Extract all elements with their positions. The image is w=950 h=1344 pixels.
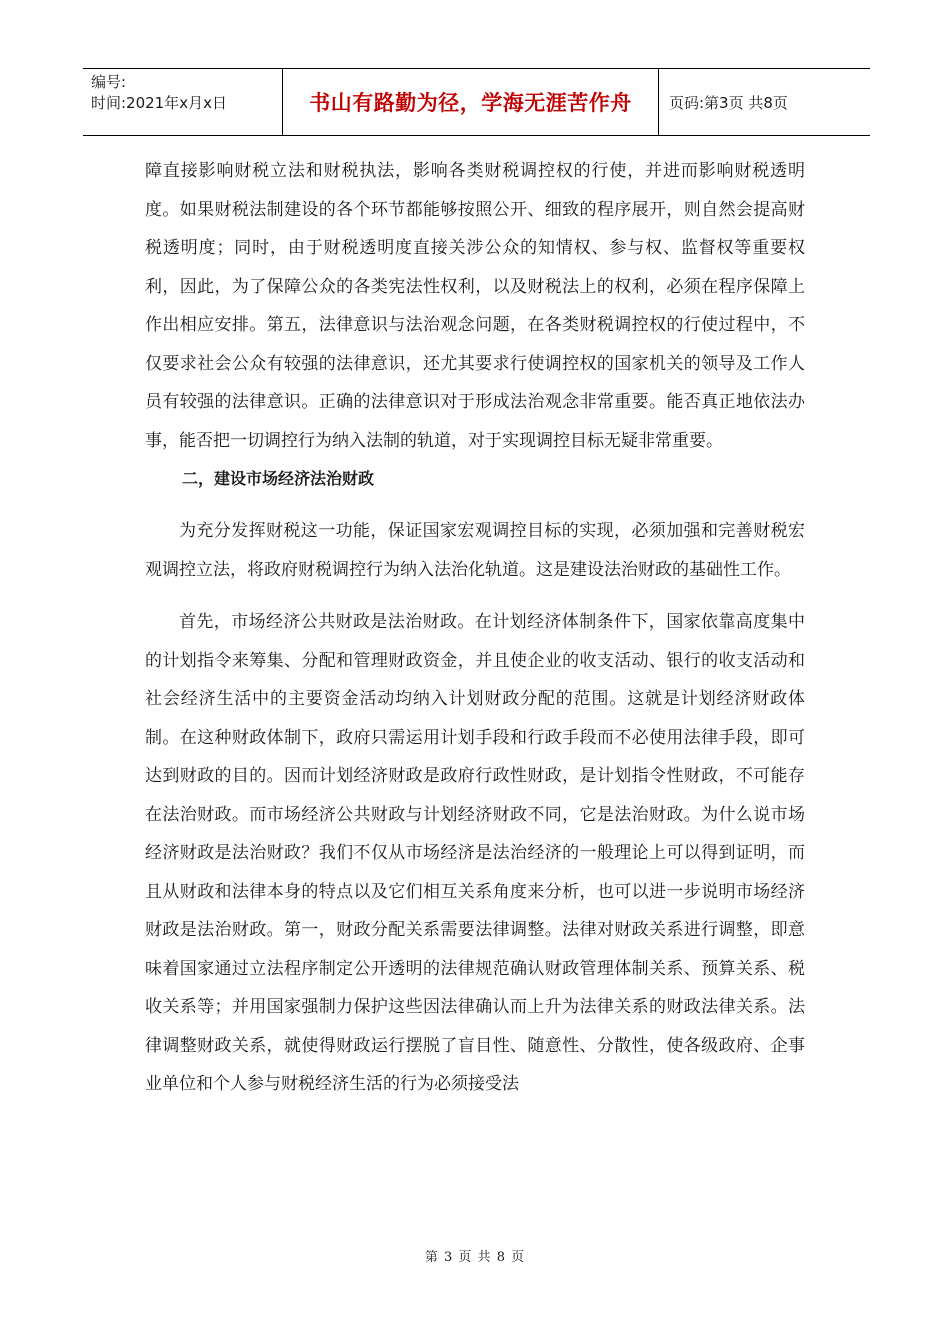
body-paragraph: 为充分发挥财税这一功能，保证国家宏观调控目标的实现，必须加强和完善财税宏观调控立法，将政府财税调控行为纳入法治化轨道。这是建设法治财政的基础性工作。 [145,521,805,580]
header-motto: 书山有路勤为径，学海无涯苦作舟 [283,69,659,135]
header-left-cell [83,69,283,135]
document-body [145,152,805,1104]
body-paragraph: 首先，市场经济公共财政是法治财政。在计划经济体制条件下，国家依靠高度集中的计划指令来筹集、分配和管理财政资金，并且使企业的收支活动、银行的收支活动和社会经济生活中的主要资金活动均纳入计划财政分配的范围。这就是计划经济财政体制。在这种财政体制下，政府只需运用计划手段和行政手段而不必使用法律手段，即可达到财政的目的。因而计划经济财政是政府行政性财政，是计划指令性财政，不可能存在法治财政。而市场经济公共财政与计划经济财政不同，它是法治财政。为什么说市场经济财政是法治财政？我们不仅从市场经济是法治经济的一般理论上可以得到证明，而且从财政和法律本身的特点以及它们相互关系角度来分析，也可以进一步说明市场经济财政是法治财政。第一，财政分配关系需要法律调整。法律对财政关系进行调整，即意味着国家通过立法程序制定公开透明的法律规范确认财政管理体制关系、预算关系、税收关系等；并用国家强制力保护这些因法律确认而上升为法律关系的财政法律关系。法律调整财政关系，就使得财政运行摆脱了盲目性、随意性、分散性，使各级政府、企事业单位和个人参与财税经济生活的行为必须接受法 [145,612,805,1094]
page-footer: 第 3 页 共 8 页 [424,1250,526,1265]
header-page-info: 页码:第3页 共8页 [669,93,788,112]
page-header [83,68,870,136]
document-date-label: 时间:2021年x月x日 [91,94,227,112]
document-number-label: 编号: [91,73,127,91]
body-paragraph-continued: 障直接影响财税立法和财税执法，影响各类财税调控权的行使，并进而影响财税透明度。如果财税法制建设的各个环节都能够按照公开、细致的程序展开，则自然会提高财税透明度；同时，由于财税透明度直接关涉公众的知情权、参与权、监督权等重要权利，因此，为了保障公众的各类宪法性权利，以及财税法上的权利，必须在程序保障上作出相应安排。第五，法律意识与法治观念问题，在各类财税调控权的行使过程中，不仅要求社会公众有较强的法律意识，还尤其要求行使调控权的国家机关的领导及工作人员有较强的法律意识。正确的法律意识对于形成法治观念非常重要。能否真正地依法办事，能否把一切调控行为纳入法制的轨道，对于实现调控目标无疑非常重要。 [145,161,805,451]
section-heading: 二，建设市场经济法治财政 [182,469,375,488]
